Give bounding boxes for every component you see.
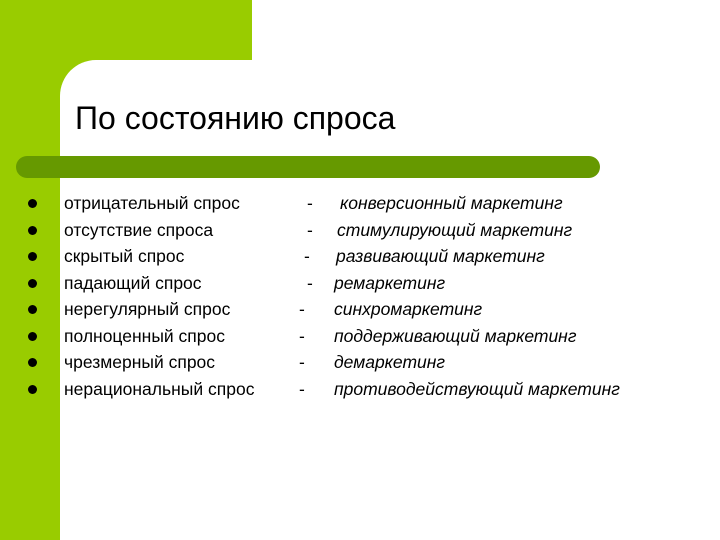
dash-separator: - xyxy=(299,352,305,372)
list-item xyxy=(0,296,720,323)
marketing-strategy: стимулирующий маркетинг xyxy=(337,219,573,240)
list-item xyxy=(0,376,720,403)
bullet-icon xyxy=(28,332,37,341)
list-item xyxy=(0,349,720,376)
marketing-strategy: синхромаркетинг xyxy=(334,299,483,319)
dash-separator: - xyxy=(299,325,305,346)
list-item xyxy=(0,243,720,270)
dash-separator: - xyxy=(307,193,313,213)
title-underline-bar xyxy=(16,156,600,178)
demand-state: нерегулярный спрос xyxy=(64,299,231,319)
dash-separator: - xyxy=(307,219,313,240)
demand-strategy-list xyxy=(0,190,720,402)
bullet-icon xyxy=(28,252,37,261)
bullet-icon xyxy=(28,279,37,288)
marketing-strategy: конверсионный маркетинг xyxy=(340,193,563,213)
demand-state: полноценный спрос xyxy=(64,325,225,346)
demand-state: скрытый спрос xyxy=(64,246,185,266)
bullet-icon xyxy=(28,385,37,394)
demand-state: отсутствие спроса xyxy=(64,219,214,240)
marketing-strategy: противодействующий маркетинг xyxy=(334,378,620,399)
demand-state: падающий спрос xyxy=(64,272,202,293)
list-item xyxy=(0,190,720,217)
demand-state: чрезмерный спрос xyxy=(64,352,216,372)
demand-state: нерациональный спрос xyxy=(64,378,255,399)
dash-separator: - xyxy=(299,378,305,399)
marketing-strategy: поддерживающий маркетинг xyxy=(334,325,577,346)
slide-title: По состоянию спроса xyxy=(75,100,396,136)
marketing-strategy: демаркетинг xyxy=(334,352,446,372)
bullet-icon xyxy=(28,226,37,235)
dash-separator: - xyxy=(304,246,310,266)
list-item xyxy=(0,323,720,350)
marketing-strategy: развивающий маркетинг xyxy=(336,246,545,266)
demand-state: отрицательный спрос xyxy=(64,193,240,213)
bullet-icon xyxy=(28,199,37,208)
dash-separator: - xyxy=(299,299,305,319)
list-item xyxy=(0,270,720,297)
bullet-icon xyxy=(28,305,37,314)
marketing-strategy: ремаркетинг xyxy=(334,272,446,293)
dash-separator: - xyxy=(307,272,313,293)
list-item xyxy=(0,217,720,244)
bullet-icon xyxy=(28,358,37,367)
